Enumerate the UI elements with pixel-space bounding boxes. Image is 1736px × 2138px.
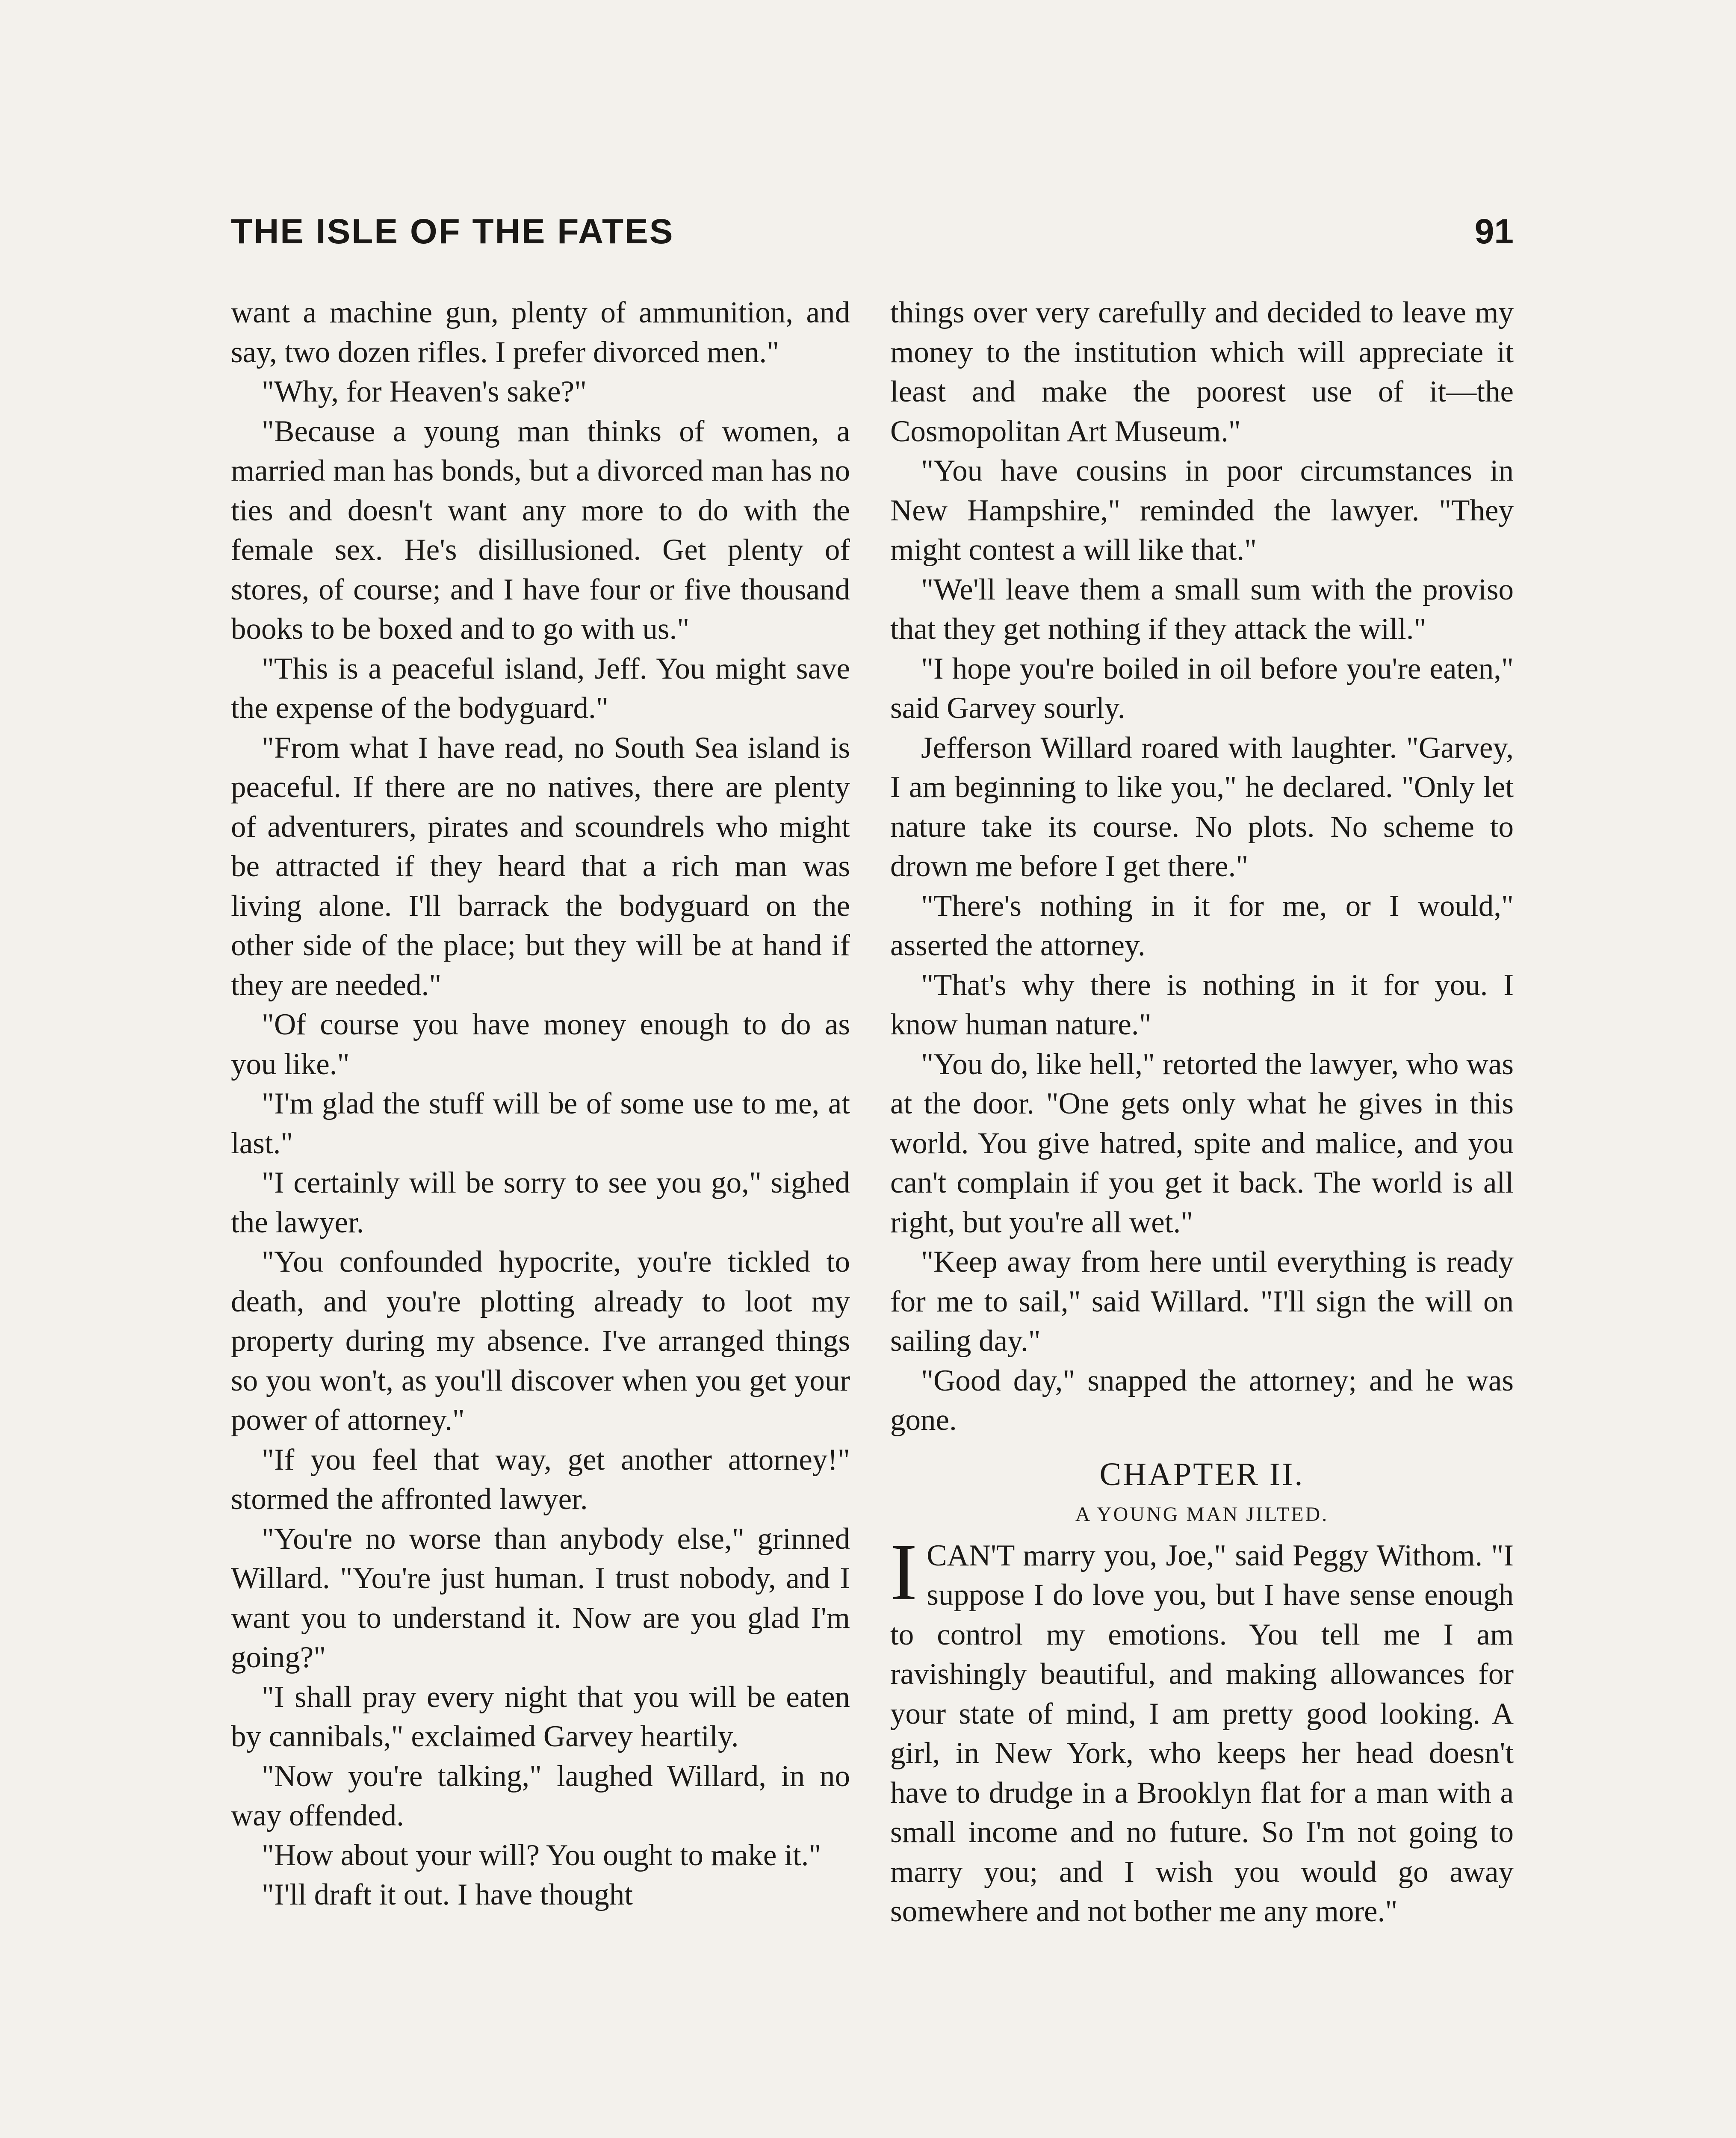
left-column — [231, 293, 850, 1915]
paragraph: "Of course you have money enough to do as you like." — [231, 1008, 850, 1081]
page-number: 91 — [1474, 212, 1514, 251]
chapter-subtitle: A YOUNG MAN JILTED. — [1075, 1503, 1329, 1526]
paragraph: Jefferson Willard roared with laughter. "Garvey, I am beginning to like you," he declared. "Only let nature take its course. No plots. No scheme to drown me before I get there." — [890, 731, 1514, 883]
paragraph: "Because a young man thinks of women, a married man has bonds, but a divorced man has no ties and doesn't want any more to do with the female sex. He's disillusioned. Get plenty of stores, of course; and I have four or five thousand books to be boxed and to go with us." — [231, 414, 850, 646]
paragraph: "How about your will? You ought to make it." — [262, 1838, 821, 1872]
paragraph: "Why, for Heaven's sake?" — [262, 375, 587, 408]
paragraph: "That's why there is nothing in it for you. I know human nature." — [890, 968, 1514, 1041]
paragraph: "I hope you're boiled in oil before you're eaten," said Garvey sourly. — [890, 652, 1514, 725]
paragraph: "I'll draft it out. I have thought — [262, 1878, 633, 1911]
paragraph: "You confounded hypocrite, you're tickled to death, and you're plotting already to loot my property during my absence. I've arranged things so you won't, as you'll discover when you get your power of attorney." — [231, 1245, 850, 1437]
running-title: THE ISLE OF THE FATES — [231, 212, 674, 251]
opening-text: CAN'T marry you, Joe," said Peggy Withom. "I suppose I do love you, but I have sense enough to control my emotions. You tell me I am ravishingly beautiful, and making allowances for your state of mind, I am pretty good looking. A girl, in New York, who keeps her head doesn't have to drudge in a Brooklyn flat for a man with a small income and no future. So I'm not going to marry you; and I wish you would go away somewhere and not bother me any more." — [890, 1539, 1514, 1928]
chapter-heading: CHAPTER II. — [1099, 1456, 1305, 1492]
right-column — [890, 293, 1514, 1931]
paragraph: "This is a peaceful island, Jeff. You might save the expense of the bodyguard." — [231, 652, 850, 725]
paragraph: "You have cousins in poor circumstances in New Hampshire," reminded the lawyer. "They might contest a will like that." — [890, 454, 1514, 567]
paragraph: "We'll leave them a small sum with the proviso that they get nothing if they attack the will." — [890, 573, 1514, 646]
paragraph: "From what I have read, no South Sea island is peaceful. If there are no natives, there are plenty of adventurers, pirates and scoundrels who might be attracted if they heard that a rich man was living alone. I'll barrack the bodyguard on the other side of the place; but they will be at hand if they are needed." — [231, 731, 850, 1002]
paragraph: "Now you're talking," laughed Willard, in no way offended. — [231, 1759, 850, 1832]
paragraph: "I certainly will be sorry to see you go," sighed the lawyer. — [231, 1166, 850, 1239]
chapter-opening-paragraph — [890, 1527, 1514, 1931]
paragraph: "If you feel that way, get another attorney!" stormed the affronted lawyer. — [231, 1443, 850, 1516]
paragraph: things over very carefully and decided to leave my money to the institution which will appreciate it least and make the poorest use of it—the Cosmopolitan Art Museum." — [890, 296, 1514, 448]
drop-cap: I — [890, 1527, 918, 1617]
paragraph: want a machine gun, plenty of ammunition, and say, two dozen rifles. I prefer divorced men." — [231, 296, 850, 369]
running-head — [231, 212, 1514, 259]
paragraph: "I'm glad the stuff will be of some use to me, at last." — [231, 1087, 850, 1160]
paragraph: "There's nothing in it for me, or I would," asserted the attorney. — [890, 889, 1514, 962]
paragraph: "You're no worse than anybody else," grinned Willard. "You're just human. I trust nobody, and I want you to understand it. Now are you glad I'm going?" — [231, 1522, 850, 1674]
paragraph: "Keep away from here until everything is ready for me to sail," said Willard. "I'll sign the will on sailing day." — [890, 1245, 1514, 1358]
paragraph: "I shall pray every night that you will be eaten by cannibals," exclaimed Garvey heartily. — [231, 1680, 850, 1753]
paragraph: "Good day," snapped the attorney; and he was gone. — [890, 1364, 1514, 1437]
paragraph: "You do, like hell," retorted the lawyer, who was at the door. "One gets only what he gives in this world. You give hatred, spite and malice, and you can't complain if you get it back. The world is all right, but you're all wet." — [890, 1047, 1514, 1239]
